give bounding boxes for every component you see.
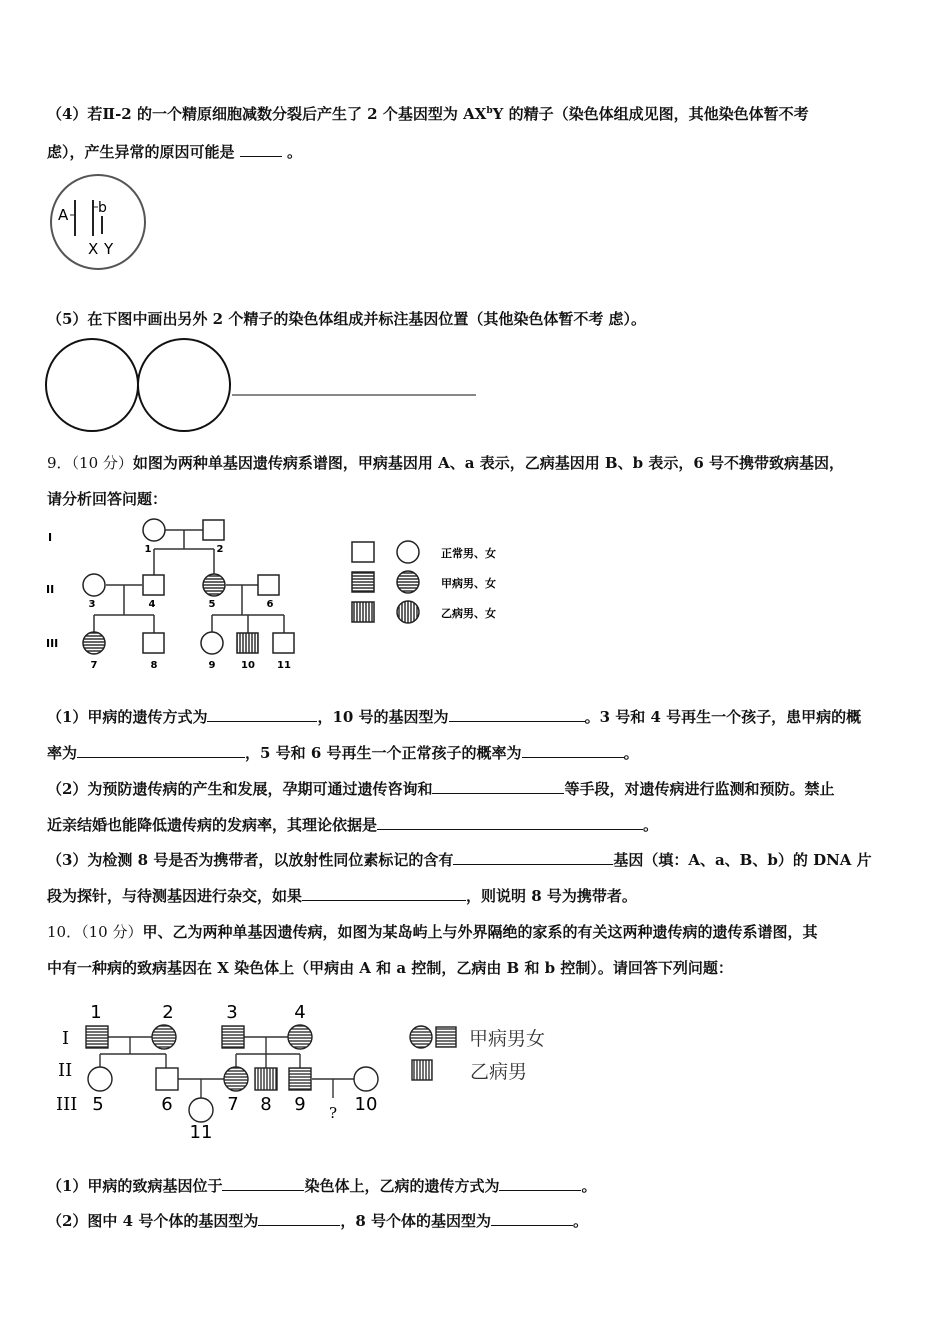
gene-label-b: b (98, 200, 107, 216)
q8-part4-line2: 虑），产生异常的原因可能是 。 (47, 143, 302, 161)
gene-label-A: A (58, 206, 69, 224)
label-Y: Y (104, 240, 114, 258)
legend-b-female (397, 601, 419, 623)
empty-cell-1[interactable] (46, 339, 138, 431)
q8-part4-line1: （4）若Ⅱ-2 的一个精原细胞减数分裂后产生了 2 个基因型为 $AX^bY$ 的精子（染色体组成见图，其他染色体暂不考 (47, 105, 809, 123)
label-X: X (88, 240, 99, 258)
gen-label-1: I (48, 531, 53, 544)
individual-3-normal-female (83, 574, 105, 596)
id-label-5: 5 (92, 1094, 104, 1115)
id-label-10: 10 (241, 660, 255, 671)
answer-blank[interactable] (240, 142, 282, 157)
q9-sub3-line1: （3）为检测 8 号是否为携带者，以放射性同位素标记的含有 基因（填：A、a、B、b）的 DNA 片 (47, 851, 872, 869)
id-label-6: 6 (161, 1094, 173, 1115)
q9-number: 9．（10 分） (47, 454, 133, 472)
answer-blank[interactable] (491, 1211, 573, 1226)
individual-9-affected-a-male (289, 1068, 311, 1090)
answer-blank[interactable] (377, 815, 643, 830)
individual-7-affected-a-female (83, 632, 105, 654)
q10-sub1: （1）甲病的致病基因位于 染色体上，乙病的遗传方式为 。 (47, 1177, 597, 1195)
q9-sub1-line1: （1）甲病的遗传方式为 ，10 号的基因型为 。3 号和 4 号再生一个孩子，患甲病的概 (47, 708, 862, 726)
gen-label-1: I (62, 1028, 70, 1049)
q9-sub2-line2: 近亲结婚也能降低遗传病的发病率，其理论依据是 。 (47, 816, 659, 834)
legend-10 (410, 1026, 545, 1083)
answer-blank[interactable] (258, 1211, 340, 1226)
pedigree-chart-9 (44, 515, 524, 680)
id-label-3: 3 (226, 1002, 238, 1023)
individual-8-normal-male (143, 633, 164, 653)
legend-a-text: 甲病男女 (469, 1028, 546, 1050)
id-label-2: 2 (162, 1002, 174, 1023)
legend-9 (352, 541, 496, 623)
id-label-8: 8 (260, 1094, 272, 1115)
legend-normal-text: 正常男、女 (441, 547, 496, 560)
answer-blank[interactable] (207, 707, 317, 722)
answer-blank[interactable] (499, 1176, 581, 1191)
legend-b-male (412, 1060, 432, 1080)
id-label-8: 8 (150, 660, 158, 671)
individual-4-normal-male (143, 575, 164, 595)
q9-sub3-line2: 段为探针，与待测基因进行杂交，如果 ，则说明 8 号为携带者。 (47, 887, 637, 905)
answer-blank[interactable] (432, 779, 564, 794)
answer-blank[interactable] (453, 850, 613, 865)
q10-number: 10．（10 分） (47, 923, 143, 941)
legend-a-female (410, 1026, 432, 1048)
id-label-2: 2 (216, 544, 224, 555)
gen-label-2: II (58, 1060, 73, 1081)
empty-cell-2[interactable] (138, 339, 230, 431)
id-label-10: 10 (354, 1094, 378, 1115)
legend-normal-female (397, 541, 419, 563)
legend-a-text: 甲病男、女 (441, 577, 496, 590)
id-label-11: 11 (277, 660, 291, 671)
q8-part5: （5）在下图中画出另外 2 个精子的染色体组成并标注基因位置（其他染色体暂不考 虑）。 (47, 310, 647, 328)
legend-a-male (352, 572, 374, 592)
id-label-1: 1 (90, 1002, 102, 1023)
id-label-5: 5 (208, 599, 216, 610)
unknown-child-question-mark: ? (328, 1104, 338, 1122)
answer-blank[interactable] (222, 1176, 304, 1191)
individual-1-affected-a-male (86, 1026, 108, 1048)
legend-a-male (436, 1027, 456, 1047)
pedigree-lines-9 (94, 530, 284, 633)
id-label-4: 4 (148, 599, 156, 610)
q10-line1: 10．（10 分）甲、乙为两种单基因遗传病，如图为某岛屿上与外界隔绝的家系的有关这两种遗传病的遗传系谱图，其 (47, 923, 818, 941)
legend-b-text: 乙病男 (470, 1061, 528, 1083)
id-label-9: 9 (294, 1094, 306, 1115)
individual-5-affected-a-female (203, 574, 225, 596)
individual-5-normal-female (88, 1067, 112, 1091)
id-label-7: 7 (227, 1094, 239, 1115)
q9-sub1-line2: 率为 ，5 号和 6 号再生一个正常孩子的概率为 。 (47, 744, 639, 762)
individual-10-normal-female (354, 1067, 378, 1091)
individual-2-normal-male (203, 520, 224, 540)
id-label-1: 1 (144, 544, 152, 555)
individual-10-affected-b-male (237, 633, 258, 653)
individual-9-normal-female (201, 632, 223, 654)
q10-line2: 中有一种病的致病基因在 X 染色体上（甲病由 A 和 a 控制，乙病由 B 和 b 控制）。请回答下列问题： (47, 959, 733, 977)
id-label-3: 3 (88, 599, 96, 610)
q10-sub2: （2）图中 4 号个体的基因型为 ，8 号个体的基因型为 。 (47, 1212, 589, 1230)
legend-a-female (397, 571, 419, 593)
individual-6-normal-male (258, 575, 279, 595)
q9-sub2-line1: （2）为预防遗传病的产生和发展，孕期可通过遗传咨询和 等手段，对遗传病进行监测和预防。禁止 (47, 780, 835, 798)
q9-line1: 9．（10 分）如图为两种单基因遗传病系谱图，甲病基因用 A、a 表示，乙病基因用 B、b 表示，6 号不携带致病基因， (47, 454, 844, 472)
id-label-7: 7 (90, 660, 98, 671)
individual-1-normal-female (143, 519, 165, 541)
answer-blank[interactable] (302, 886, 466, 901)
individual-11-normal-female (189, 1098, 213, 1122)
gen-label-3: III (56, 1094, 78, 1115)
legend-b-male (352, 602, 374, 622)
answer-blank[interactable] (522, 743, 624, 758)
legend-normal-male (352, 542, 374, 562)
individual-7-affected-a-female (224, 1067, 248, 1091)
id-label-11: 11 (189, 1122, 213, 1142)
drawing-area (44, 335, 484, 435)
answer-blank[interactable] (449, 707, 585, 722)
individual-8-affected-b-male (255, 1068, 277, 1090)
legend-b-text: 乙病男、女 (441, 607, 496, 620)
individual-11-normal-male (273, 633, 294, 653)
individual-4-affected-a-female (288, 1025, 312, 1049)
id-label-6: 6 (266, 599, 274, 610)
individual-3-affected-a-male (222, 1026, 244, 1048)
gen-label-3: III (46, 637, 59, 650)
gen-label-2: II (46, 583, 55, 596)
q8-sup-b: b (486, 106, 493, 116)
sperm-cell-figure (48, 172, 150, 272)
individual-6-normal-male (156, 1068, 178, 1090)
individual-2-affected-a-female (152, 1025, 176, 1049)
answer-blank[interactable] (77, 743, 245, 758)
q9-line2: 请分析回答问题： (47, 490, 168, 508)
id-label-9: 9 (208, 660, 216, 671)
pedigree-chart-10 (44, 992, 584, 1142)
id-label-4: 4 (294, 1002, 306, 1023)
